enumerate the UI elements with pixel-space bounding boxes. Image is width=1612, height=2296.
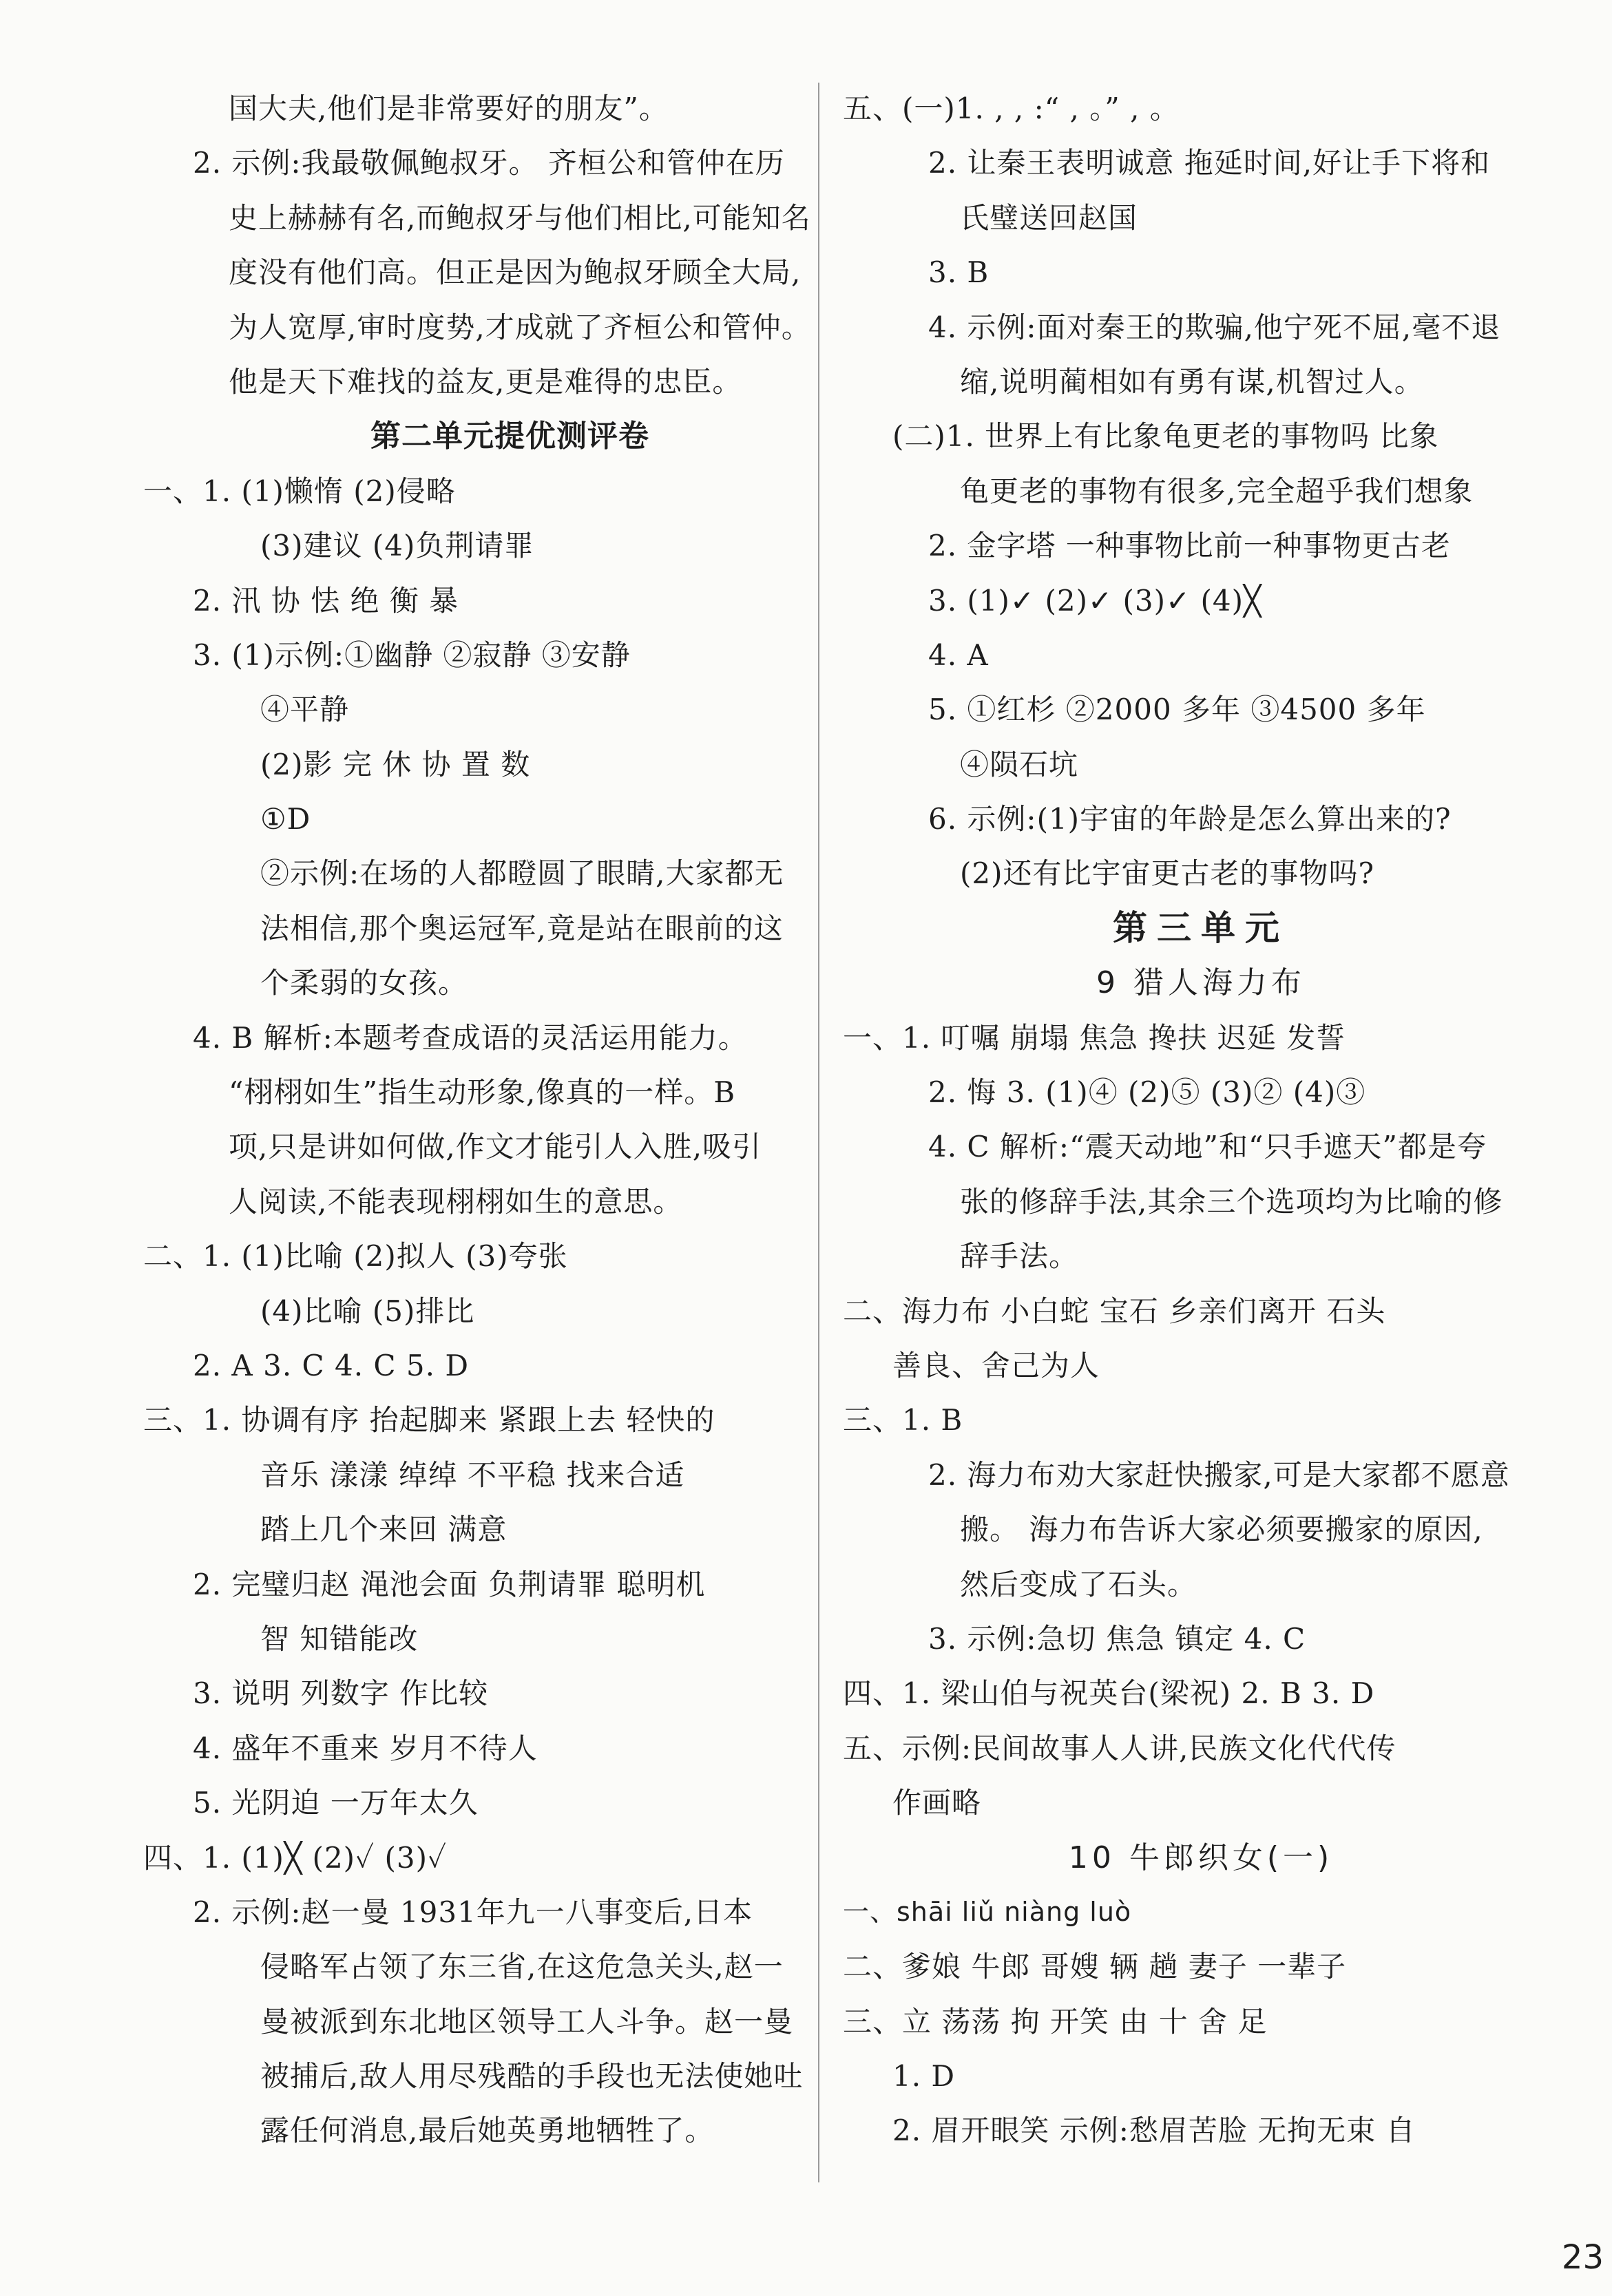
text-line: 曼被派到东北地区领导工人斗争。赵一曼 [260,2004,794,2039]
text-line: 国大夫,他们是非常要好的朋友”。 [229,92,669,125]
text-line: 露任何消息,最后她英勇地牺牲了。 [260,2114,715,2148]
text-line: 一、shāi liǔ niàng luò [843,1896,1132,1927]
text-line: 4. A [928,638,989,672]
text-line: 二、1. (1)比喻 (2)拟人 (3)夸张 [143,1239,568,1274]
text-line: 3. (1)✓ (2)✓ (3)✓ (4)╳ [928,583,1262,618]
text-line: 2. 汛 协 怯 绝 衡 暴 [193,583,459,618]
text-line: 2. 示例:赵一曼 1931年九一八事变后,日本 [193,1895,753,1929]
text-line: 善良、舍己为人 [892,1348,1100,1382]
text-line: 2. 让秦王表明诚意 拖延时间,好让手下将和 [928,146,1491,180]
text-line: 4. 示例:面对秦王的欺骗,他宁死不屈,毫不退 [928,310,1501,344]
text-line: (2)影 完 休 协 置 数 [260,747,531,781]
text-line: 4. 盛年不重来 岁月不待人 [193,1731,538,1765]
text-line: (二)1. 世界上有比象龟更老的事物吗 比象 [892,419,1439,454]
text-line: 2. A 3. C 4. C 5. D [193,1348,470,1382]
text-line: 为人宽厚,审时度势,才成就了齐桓公和管仲。 [229,310,811,344]
text-line: 2. 悔 3. (1)④ (2)⑤ (3)② (4)③ [928,1075,1366,1110]
text-line: 然后变成了石头。 [960,1567,1197,1601]
text-line: 五、示例:民间故事人人讲,民族文化代代传 [843,1731,1396,1765]
text-line: 个柔弱的女孩。 [260,966,468,1000]
text-line: “栩栩如生”指生动形象,像真的一样。B [229,1075,736,1110]
text-line: 四、1. (1)╳ (2)✓ (3)✓ [143,1840,448,1875]
text-line: 度没有他们高。但正是因为鲍叔牙顾全大局, [229,255,802,290]
text-line: ②示例:在场的人都瞪圆了眼睛,大家都无 [260,856,784,891]
text-line: 五、(一)1. , , :“ , 。” , 。 [843,92,1180,125]
text-line: 张的修辞手法,其余三个选项均为比喻的修 [960,1184,1503,1219]
text-line: 2. 示例:我最敬佩鲍叔牙。 齐桓公和管仲在历 [193,146,785,180]
text-line: ①D [260,802,311,836]
text-line: 缩,说明蔺相如有勇有谋,机智过人。 [960,364,1424,399]
text-line: 他是天下难找的益友,更是难得的忠臣。 [229,364,742,399]
text-line: 三、1. 协调有序 抬起脚来 紧跟上去 轻快的 [143,1403,715,1437]
text-line: 6. 示例:(1)宇宙的年龄是怎么算出来的? [928,802,1452,836]
text-line: ④陨石坑 [960,747,1079,781]
text-line: 1. D [892,2059,956,2094]
text-line: (3)建议 (4)负荆请罪 [260,529,534,563]
text-line: 一、1. (1)懒惰 (2)侵略 [143,474,456,508]
text-line: 史上赫赫有名,而鲍叔牙与他们相比,可能知名 [229,200,811,235]
text-line: 搬。 海力布告诉大家必须要搬家的原因, [960,1513,1483,1547]
text-line: ④平静 [260,693,350,727]
left-column [143,81,811,2158]
text-line: 辞手法。 [960,1239,1079,1274]
text-line: 龟更老的事物有很多,完全超乎我们想象 [960,474,1474,508]
text-line: 4. C 解析:“震天动地”和“只手遮天”都是夸 [928,1130,1487,1164]
text-line: 四、1. 梁山伯与祝英台(梁祝) 2. B 3. D [843,1676,1375,1711]
text-line: 3. B [928,255,990,290]
text-line: 2. 金字塔 一种事物比前一种事物更古老 [928,529,1451,563]
section-heading: 第二单元提优测评卷 [370,419,649,454]
text-line: 智 知错能改 [260,1621,419,1656]
text-line: 法相信,那个奥运冠军,竟是站在眼前的这 [260,911,784,945]
text-line: 侵略军占领了东三省,在这危急关头,赵一 [260,1950,784,1984]
text-line: 5. ①红杉 ②2000 多年 ③4500 多年 [928,693,1426,727]
text-line: 4. B 解析:本题考查成语的灵活运用能力。 [193,1020,748,1055]
section-heading: 9 猎人海力布 [1096,965,1306,1001]
text-line: 三、1. B [843,1403,963,1437]
text-line: 二、海力布 小白蛇 宝石 乡亲们离开 石头 [843,1294,1386,1328]
section-heading: 10 牛郎织女(一) [1068,1840,1334,1875]
text-line: 踏上几个来回 满意 [260,1513,507,1547]
column-divider [818,83,819,2182]
text-line: 3. 示例:急切 焦急 镇定 4. C [928,1621,1306,1656]
text-line: 人阅读,不能表现栩栩如生的意思。 [229,1184,683,1219]
text-line: (4)比喻 (5)排比 [260,1294,475,1328]
text-line: 二、爹娘 牛郎 哥嫂 辆 趟 妻子 一辈子 [843,1950,1347,1984]
text-line: 2. 海力布劝大家赶快搬家,可是大家都不愿意 [928,1457,1510,1492]
text-line: 氏璧送回赵国 [960,200,1138,235]
page-number: 23 [1561,2238,1604,2277]
text-line: 一、1. 叮嘱 崩塌 焦急 搀扶 迟延 发誓 [843,1020,1346,1055]
text-line: 2. 完璧归赵 渑池会面 负荆请罪 聪明机 [193,1567,706,1601]
section-heading: 第三单元 [1113,907,1289,948]
text-line: 音乐 漾漾 绰绰 不平稳 找来合适 [260,1457,685,1492]
text-line: 5. 光阴迫 一万年太久 [193,1786,479,1820]
text-line: 项,只是讲如何做,作文才能引人入胜,吸引 [229,1130,762,1164]
text-line: (2)还有比宇宙更古老的事物吗? [960,856,1375,891]
text-line: 2. 眉开眼笑 示例:愁眉苦脸 无拘无束 自 [892,2114,1416,2148]
text-line: 3. (1)示例:①幽静 ②寂静 ③安静 [193,638,631,672]
text-line: 被捕后,敌人用尽残酷的手段也无法使她吐 [260,2059,804,2094]
text-line: 作画略 [892,1786,982,1820]
text-line: 三、立 荡荡 拘 开笑 由 十 舍 足 [843,2004,1268,2039]
right-column [843,81,1518,2158]
text-line: 3. 说明 列数字 作比较 [193,1676,489,1711]
